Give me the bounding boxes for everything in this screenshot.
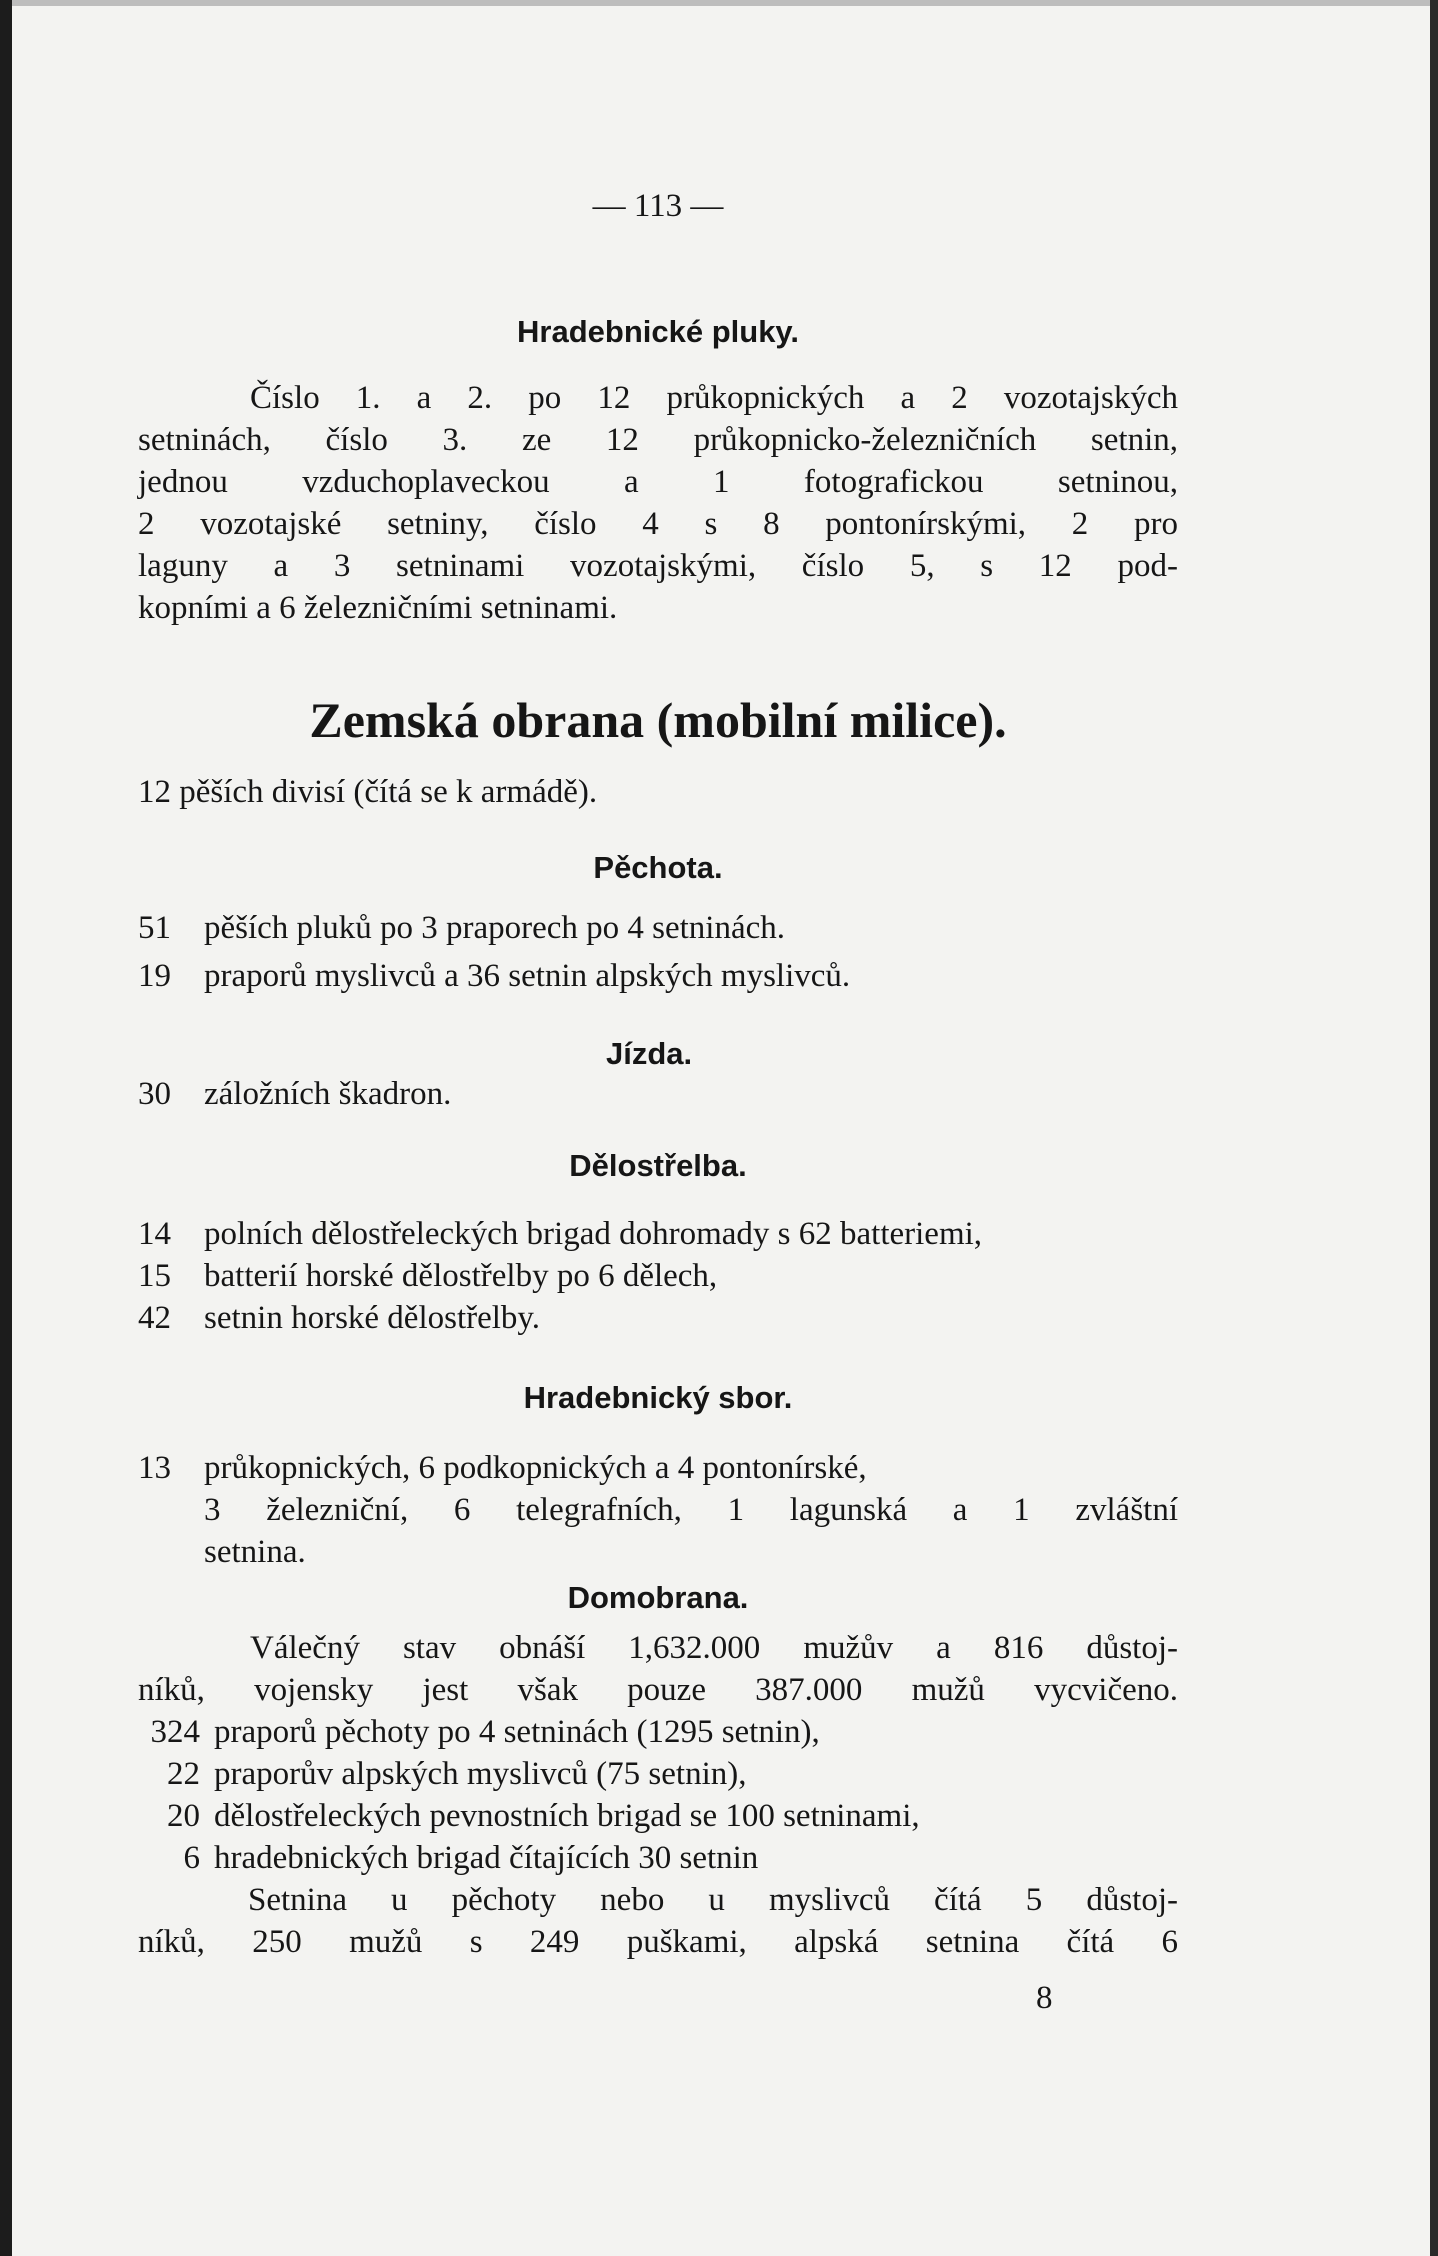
- paragraph-line: Setnina u pěchoty nebo u myslivců čítá 5 důstoj-: [248, 1882, 1178, 1918]
- item-number: 19: [138, 958, 171, 994]
- list-item: [138, 956, 1178, 996]
- item-number: 15: [138, 1258, 171, 1294]
- item-text: polních dělostřeleckých brigad dohromady s 62 batteriemi,: [204, 1216, 983, 1252]
- item-number: 13: [138, 1450, 171, 1486]
- item-text: pěších pluků po 3 praporech po 4 setninách.: [204, 910, 786, 946]
- list-item: [138, 1074, 1178, 1114]
- paragraph-line: setnina.: [204, 1534, 306, 1570]
- heading-hradebnicke-pluky: Hradebnické pluky.: [517, 314, 799, 349]
- item-number: 14: [138, 1216, 171, 1252]
- paragraph-line: 2 vozotajské setniny, číslo 4 s 8 pontonírskými, 2 pro: [138, 506, 1178, 542]
- paragraph-line: kopními a 6 železničními setninami.: [138, 590, 618, 626]
- page-number: — 113 —: [592, 188, 724, 224]
- paragraph-line: jednou vzduchoplaveckou a 1 fotografickou setninou,: [138, 464, 1178, 500]
- paragraph-line: Číslo 1. a 2. po 12 průkopnických a 2 vozotajských: [250, 380, 1178, 416]
- heading-zemska-obrana: Zemská obrana (mobilní milice).: [309, 692, 1007, 748]
- item-number: 30: [138, 1076, 171, 1112]
- item-text: dělostřeleckých pevnostních brigad se 100 setninami,: [214, 1798, 920, 1834]
- list-item: [138, 1256, 1178, 1296]
- heading-hradebnicky-sbor: Hradebnický sbor.: [523, 1380, 793, 1415]
- item-text: setnin horské dělostřelby.: [204, 1300, 541, 1336]
- paragraph-line: níků, 250 mužů s 249 puškami, alpská setnina čítá 6: [138, 1924, 1178, 1960]
- paragraph-line: 12 pěších divisí (čítá se k armádě).: [138, 774, 598, 810]
- heading-jizda: Jízda.: [606, 1036, 693, 1071]
- item-number: 51: [138, 910, 171, 946]
- item-text: hradebnických brigad čítajících 30 setnin: [214, 1840, 759, 1876]
- heading-delostrelba: Dělostřelba.: [569, 1148, 747, 1183]
- scan-right-edge: [1430, 0, 1438, 2256]
- paragraph-line: setninách, číslo 3. ze 12 průkopnicko-železničních setnin,: [138, 422, 1178, 458]
- item-text: průkopnických, 6 podkopnických a 4 pontonírské,: [204, 1450, 867, 1486]
- item-number: 324: [150, 1714, 200, 1750]
- item-number: 20: [167, 1798, 200, 1834]
- item-text: batterií horské dělostřelby po 6 dělech,: [204, 1258, 718, 1294]
- signature-mark: 8: [1036, 1980, 1053, 2016]
- item-number: 6: [183, 1840, 200, 1876]
- item-text: praporů myslivců a 36 setnin alpských myslivců.: [204, 958, 851, 994]
- list-item: [138, 1838, 1178, 1878]
- list-item: [138, 1754, 1178, 1794]
- paragraph-line: Válečný stav obnáší 1,632.000 mužův a 816 důstoj-: [250, 1630, 1178, 1666]
- item-text: záložních škadron.: [204, 1076, 452, 1112]
- item-number: 22: [167, 1756, 200, 1792]
- list-item: [138, 1448, 1178, 1488]
- list-item: [138, 1796, 1178, 1836]
- scan-left-edge: [0, 0, 12, 2256]
- paragraph-line: laguny a 3 setninami vozotajskými, číslo 5, s 12 pod-: [138, 548, 1178, 584]
- list-item: [138, 1214, 1178, 1254]
- paragraph-line: 3 železniční, 6 telegrafních, 1 lagunská a 1 zvláštní: [204, 1492, 1178, 1528]
- book-page: [138, 0, 1178, 2256]
- heading-pechota: Pěchota.: [593, 850, 723, 885]
- list-item: [138, 908, 1178, 948]
- item-text: praporů pěchoty po 4 setninách (1295 setnin),: [214, 1714, 820, 1750]
- list-item: [138, 1712, 1178, 1752]
- heading-domobrana: Domobrana.: [567, 1580, 749, 1615]
- list-item: [138, 1298, 1178, 1338]
- paragraph-line: níků, vojensky jest však pouze 387.000 mužů vycvičeno.: [138, 1672, 1178, 1708]
- item-number: 42: [138, 1300, 171, 1336]
- item-text: praporův alpských myslivců (75 setnin),: [214, 1756, 747, 1792]
